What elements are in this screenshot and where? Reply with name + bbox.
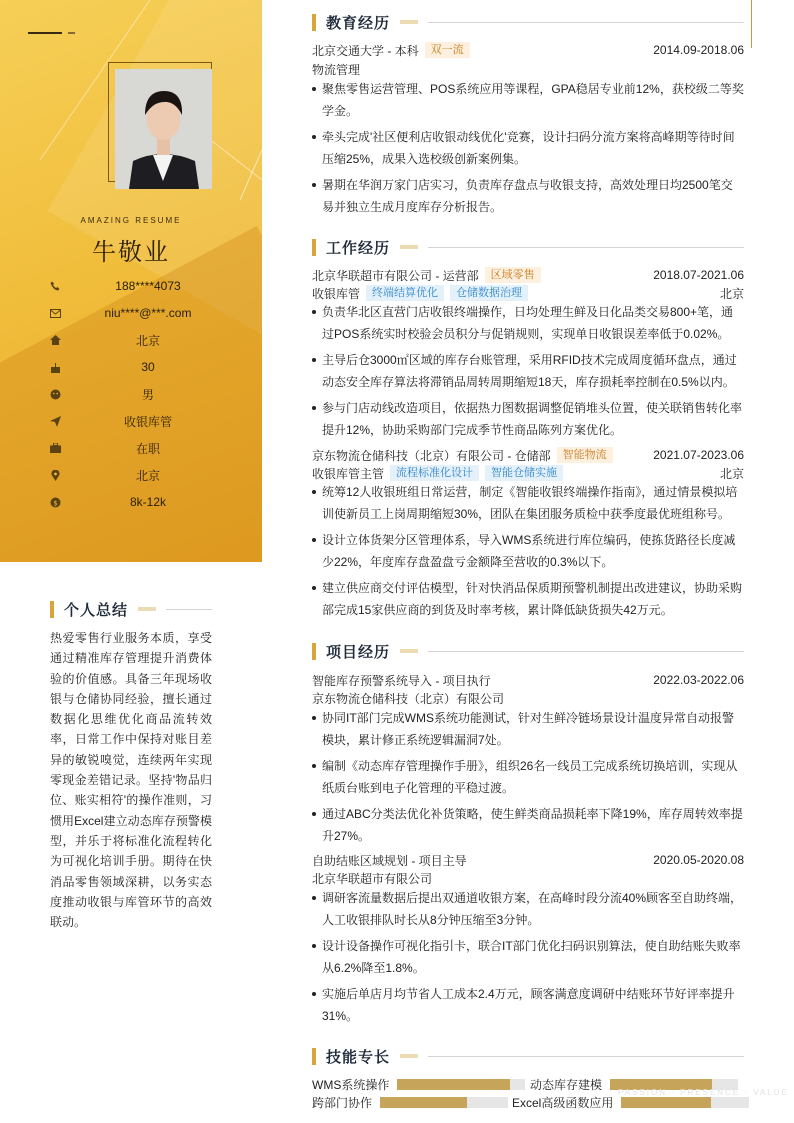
section-dash <box>400 245 418 249</box>
svg-text:$: $ <box>52 498 58 507</box>
job-header-row <box>312 266 744 284</box>
work-section-header <box>312 237 744 257</box>
section-accent-bar <box>312 1048 316 1065</box>
skill-item <box>312 1077 525 1091</box>
project-period: 2022.03-2022.06 <box>653 673 744 687</box>
info-position <box>48 411 234 431</box>
list-item: 实施后单店月均节省人工成本2.4万元，顾客满意度调研中结账环节好评率提升31%。 <box>312 983 744 1027</box>
major: 物流管理 <box>312 62 361 77</box>
skill-name: 跨部门协作 <box>312 1095 373 1110</box>
job-tag: 终端结算优化 <box>366 285 444 301</box>
salary-value: 8k-12k <box>129 495 167 509</box>
skill-name: WMS系统操作 <box>312 1077 390 1092</box>
briefcase-icon <box>48 441 62 455</box>
profile-photo <box>115 69 212 189</box>
skill-name: 动态库存建模 <box>530 1077 603 1092</box>
project-org-row <box>312 689 744 707</box>
info-age <box>48 357 234 377</box>
list-item: 暑期在华润万家门店实习，负责库存盘点与收银支持，高效处理日均2500笔交易并独立生成月度库存分析报告。 <box>312 174 744 218</box>
age-value: 30 <box>141 360 155 374</box>
summary-text: 热爱零售行业服务本质，享受通过精准库存管理提升消费体验的价值感。具备三年现场收银与仓储协同经验，擅长通过数据化思维优化商品流转效率，日常工作中保持对账目差异的敏锐嗅觉，连续两年实现零现金差错记录。坚持'物品归位、账实相符'的操作准则，习惯用Excel建立动态库存预警模型，并乐于将标准化流程转化为可视化培训手册。期待在快消品零售领域深耕，以务实态度推动收银与库管环节的高效联动。 <box>50 631 212 930</box>
project-bullets <box>312 707 744 851</box>
company-tag: 区域零售 <box>485 267 541 283</box>
section-title: 项目经历 <box>326 643 391 661</box>
section-accent-bar <box>50 601 54 618</box>
project-name: 自助结账区域规划 - 项目主导 <box>312 853 467 868</box>
skill-fill <box>397 1079 510 1090</box>
section-rule <box>428 22 744 23</box>
job-header-row <box>312 446 744 464</box>
project-org: 京东物流仓储科技（北京）有限公司 <box>312 691 505 706</box>
list-item: 设计设备操作可视化指引卡，联合IT部门优化扫码识别算法，使自助结账失败率从6.2%降至1.8%。 <box>312 935 744 979</box>
education-major-row <box>312 60 744 78</box>
skills-section-header <box>312 1046 744 1066</box>
education-bullets <box>312 78 744 222</box>
list-item: 通过ABC分类法优化补货策略，使生鲜类商品损耗率下降19%，库存周转效率提升27%。 <box>312 803 744 847</box>
skill-item <box>312 1095 508 1109</box>
job-role: 收银库管主管 <box>312 466 385 481</box>
section-accent-bar <box>312 643 316 660</box>
list-item: 参与门店动线改造项目，依据热力图数据调整促销堆头位置，使关联销售转化率提升12%，协助采购部门完成季节性商品陈列方案优化。 <box>312 397 744 441</box>
job-tag: 仓储数据治理 <box>450 285 528 301</box>
summary-section-header <box>50 599 212 619</box>
list-item: 设计立体货架分区管理体系，导入WMS系统进行库位编码，使拣货路径长度减少22%，年度库存盘盈盘亏金额降至营收的0.3%以下。 <box>312 529 744 573</box>
list-item: 聚焦零售运营管理、POS系统应用等课程，GPA稳居专业前12%，获校级二等奖学金。 <box>312 78 744 122</box>
list-item: 负责华北区直营门店收银终端操作，日均处理生鲜及日化品类交易800+笔，通过POS系统实时校验会员积分与促销规则，实现单日收银误差率低于0.02%。 <box>312 301 744 345</box>
job-city: 北京 <box>719 466 744 481</box>
list-item: 建立供应商交付评估模型，针对快消品保质期预警机制提出改进建议，协助采购部完成15家供应商的到货及时率考核，累计降低缺货损失42万元。 <box>312 577 744 621</box>
email-icon <box>48 306 62 320</box>
section-title: 工作经历 <box>326 239 391 257</box>
section-title: 个人总结 <box>64 601 129 619</box>
phone-value: 188****4073 <box>115 279 181 293</box>
decorative-dash <box>28 32 62 34</box>
section-rule <box>428 247 744 248</box>
info-email <box>48 303 234 323</box>
job-tag: 流程标准化设计 <box>390 465 479 481</box>
phone-icon <box>48 279 62 293</box>
section-dash <box>400 20 418 24</box>
send-icon <box>48 414 62 428</box>
job-bullets <box>312 301 744 445</box>
job-bullets <box>312 481 744 625</box>
list-item: 编制《动态库存管理操作手册》，组织26名一线员工完成系统切换培训，实现从纸质台账到电子化管理的平稳过渡。 <box>312 755 744 799</box>
candidate-name: 牛敬业 <box>92 239 170 266</box>
projects-section-header <box>312 641 744 661</box>
education-section-header <box>312 12 744 32</box>
education-period: 2014.09-2018.06 <box>653 43 744 57</box>
list-item: 协同IT部门完成WMS系统功能测试，针对生鲜冷链场景设计温度异常自动报警模块，累计修正系统逻辑漏洞7处。 <box>312 707 744 751</box>
section-dash <box>400 649 418 653</box>
location-pin-icon <box>48 468 62 482</box>
skill-fill <box>621 1097 711 1108</box>
section-rule <box>428 651 744 652</box>
skill-bar <box>380 1097 508 1108</box>
section-rule <box>428 1056 744 1057</box>
home-icon <box>48 333 62 347</box>
gender-icon <box>48 387 62 401</box>
info-status <box>48 438 234 458</box>
company-name: 京东物流仓储科技（北京）有限公司 - 仓储部 <box>312 448 551 463</box>
watermark: PASSION · PRESENCE · VALUE <box>618 1088 789 1097</box>
project-org: 北京华联超市有限公司 <box>312 871 433 886</box>
project-header-row <box>312 671 744 689</box>
education-header-row <box>312 41 744 59</box>
skill-bar <box>397 1079 525 1090</box>
info-gender <box>48 384 234 404</box>
list-item: 统筹12人收银班组日常运营，制定《智能收银终端操作指南》，通过情景模拟培训使新员工上岗周期缩短30%，团队在集团服务质检中获季度最优班组称号。 <box>312 481 744 525</box>
job-role-row <box>312 284 744 302</box>
company-name: 北京华联超市有限公司 - 运营部 <box>312 268 479 283</box>
position-value: 收银库管 <box>123 414 172 429</box>
project-name: 智能库存预警系统导入 - 项目执行 <box>312 673 491 688</box>
list-item: 主导后仓3000㎡区域的库存台账管理，采用RFID技术完成周度循环盘点，通过动态安全库存算法将滞销品周转周期缩短18天，库存损耗率控制在0.5%以内。 <box>312 349 744 393</box>
section-rule <box>166 609 212 610</box>
section-accent-bar <box>312 14 316 31</box>
project-bullets <box>312 887 744 1031</box>
job-period: 2018.07-2021.06 <box>653 268 744 282</box>
section-title: 教育经历 <box>326 14 391 32</box>
project-header-row <box>312 851 744 869</box>
cake-icon <box>48 360 62 374</box>
skill-bar <box>621 1097 749 1108</box>
job-role-row <box>312 464 744 482</box>
section-dash <box>400 1054 418 1058</box>
status-value: 在职 <box>135 441 160 456</box>
email-value: niu****@***.com <box>104 306 192 320</box>
section-dash <box>138 607 156 611</box>
gender-value: 男 <box>141 387 154 402</box>
decorative-dash <box>68 32 75 34</box>
skill-item <box>512 1095 749 1109</box>
skill-name: Excel高级函数应用 <box>512 1095 614 1110</box>
job-role: 收银库管 <box>312 286 361 301</box>
section-accent-bar <box>312 239 316 256</box>
job-period: 2021.07-2023.06 <box>653 448 744 462</box>
project-period: 2020.05-2020.08 <box>653 853 744 867</box>
info-location <box>48 465 234 485</box>
skill-fill <box>380 1097 467 1108</box>
info-city <box>48 330 234 350</box>
project-org-row <box>312 869 744 887</box>
info-salary <box>48 492 234 512</box>
company-tag: 智能物流 <box>557 447 613 463</box>
school-tag: 双一流 <box>425 42 470 58</box>
list-item: 调研客流量数据后提出双通道收银方案，在高峰时段分流40%顾客至自助终端，人工收银排队时长从8分钟压缩至3分钟。 <box>312 887 744 931</box>
job-tag: 智能仓储实施 <box>485 465 563 481</box>
info-phone <box>48 276 234 296</box>
salary-icon <box>48 495 62 509</box>
list-item: 牵头完成'社区便利店收银动线优化'竞赛，设计扫码分流方案将高峰期等待时间压缩25%，成果入选校级创新案例集。 <box>312 126 744 170</box>
resume-tagline: AMAZING RESUME <box>80 216 182 225</box>
job-city: 北京 <box>719 286 744 301</box>
school-name: 北京交通大学 - 本科 <box>312 43 419 58</box>
city-value: 北京 <box>135 333 160 348</box>
location-value: 北京 <box>135 468 160 483</box>
section-title: 技能专长 <box>326 1048 391 1066</box>
